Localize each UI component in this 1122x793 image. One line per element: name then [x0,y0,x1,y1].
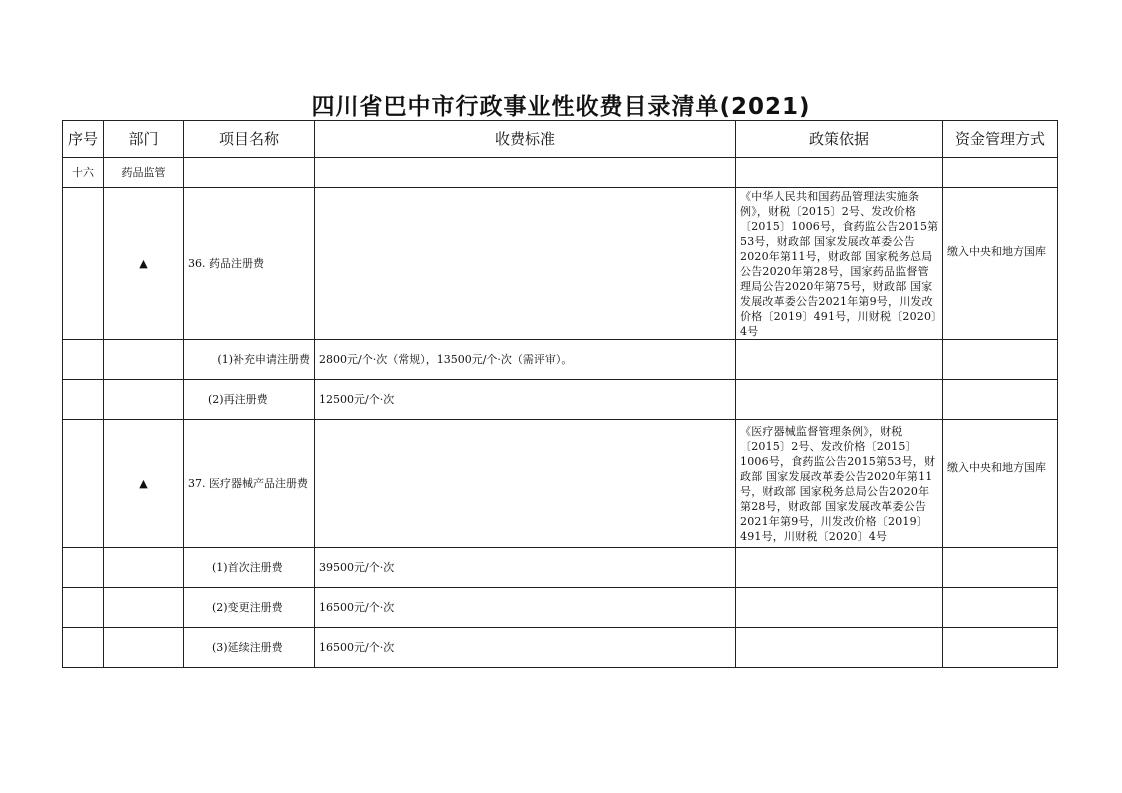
section-seq: 十六 [63,158,104,188]
header-standard: 收费标准 [315,121,736,158]
table-row [63,188,1058,340]
fee-standard: 12500元/个·次 [315,380,736,420]
header-dept: 部门 [104,121,184,158]
table-row [63,628,1058,668]
project-name: 36. 药品注册费 [184,188,315,340]
header-project: 项目名称 [184,121,315,158]
table-row [63,340,1058,380]
triangle-marker-icon: ▲ [104,188,184,340]
table-row [63,380,1058,420]
header-fund: 资金管理方式 [943,121,1058,158]
policy-basis: 《中华人民共和国药品管理法实施条例》，财税〔2015〕2号、发改价格〔2015〕1006号，食药监公告2015第53号，财政部 国家发展改革委公告2020年第11号，财政部 国家税务总局公告2020年第28号，国家药品监督管理局公告2020年第75号，财政部 国家发展改革委公告2021年第9号，川发改价格〔2019〕491号，川财税〔2020〕4号 [736,188,943,340]
fund-management: 缴入中央和地方国库 [943,188,1058,340]
table-row [63,420,1058,548]
policy-basis: 《医疗器械监督管理条例》，财税〔2015〕2号、发改价格〔2015〕1006号，食药监公告2015第53号，财政部 国家发展改革委公告2020年第11号，财政部 国家税务总局公告2020年第28号，财政部 国家发展改革委公告2021年第9号，川发改价格〔2019〕491号，川财税〔2020〕4号 [736,420,943,548]
sub-item-name: (2)再注册费 [184,380,315,420]
fund-management: 缴入中央和地方国库 [943,420,1058,548]
sub-item-name: (3)延续注册费 [184,628,315,668]
sub-item-name: (2)变更注册费 [184,588,315,628]
triangle-marker-icon: ▲ [104,420,184,548]
fee-standard: 39500元/个·次 [315,548,736,588]
sub-item-name: (1)补充申请注册费 [184,340,315,380]
table-row [63,548,1058,588]
table-row [63,588,1058,628]
section-dept: 药品监管 [104,158,184,188]
sub-item-name: (1)首次注册费 [184,548,315,588]
table-header-row [63,121,1058,158]
project-name: 37. 医疗器械产品注册费 [184,420,315,548]
header-basis: 政策依据 [736,121,943,158]
fee-standard: 16500元/个·次 [315,588,736,628]
header-seq: 序号 [63,121,104,158]
section-row [63,158,1058,188]
page-title: 四川省巴中市行政事业性收费目录清单(2021) [311,94,811,120]
fee-standard: 16500元/个·次 [315,628,736,668]
fee-standard: 2800元/个·次（常规），13500元/个·次（需评审）。 [315,340,736,380]
fee-catalog-table [62,120,1058,668]
